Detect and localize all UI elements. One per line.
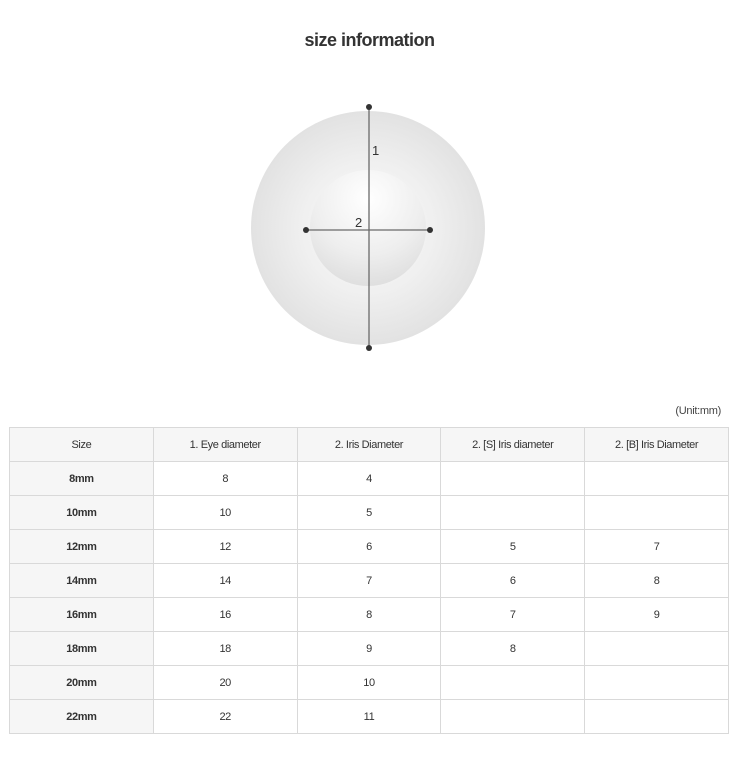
iris-diameter-cell: 4	[297, 462, 441, 496]
header-size: Size	[10, 428, 154, 462]
b-iris-diameter-cell: 8	[585, 564, 729, 598]
eye-diameter-cell: 14	[153, 564, 297, 598]
eye-diameter-cell: 18	[153, 632, 297, 666]
eye-diameter-cell: 8	[153, 462, 297, 496]
table-row	[10, 496, 729, 530]
s-iris-diameter-cell	[441, 700, 585, 734]
header-b-iris-diameter: 2. [B] Iris Diameter	[585, 428, 729, 462]
size-cell: 16mm	[10, 598, 154, 632]
iris-diameter-cell: 10	[297, 666, 441, 700]
table-row	[10, 666, 729, 700]
size-cell: 20mm	[10, 666, 154, 700]
iris-diameter-cell: 8	[297, 598, 441, 632]
iris-diameter-cell: 7	[297, 564, 441, 598]
table-row	[10, 632, 729, 666]
iris-diameter-cell: 11	[297, 700, 441, 734]
size-table	[9, 427, 729, 734]
size-cell: 10mm	[10, 496, 154, 530]
size-cell: 8mm	[10, 462, 154, 496]
eye-diameter-cell: 12	[153, 530, 297, 564]
s-iris-diameter-cell	[441, 462, 585, 496]
s-iris-diameter-cell	[441, 496, 585, 530]
s-iris-diameter-cell: 5	[441, 530, 585, 564]
header-eye-diameter: 1. Eye diameter	[153, 428, 297, 462]
table-row	[10, 700, 729, 734]
eye-diameter-cell: 10	[153, 496, 297, 530]
iris-right-dot	[427, 227, 433, 233]
iris-diameter-label: 2	[355, 215, 363, 230]
iris-diameter-cell: 5	[297, 496, 441, 530]
eye-diameter-cell: 22	[153, 700, 297, 734]
table-row	[10, 462, 729, 496]
s-iris-diameter-cell	[441, 666, 585, 700]
iris-inner-circle	[310, 170, 426, 286]
eye-diameter-label: 1	[372, 143, 380, 158]
page-title: size information	[304, 30, 435, 50]
size-cell: 14mm	[10, 564, 154, 598]
b-iris-diameter-cell	[585, 700, 729, 734]
s-iris-diameter-cell: 7	[441, 598, 585, 632]
size-cell: 12mm	[10, 530, 154, 564]
header-s-iris-diameter: 2. [S] Iris diameter	[441, 428, 585, 462]
eye-top-dot	[366, 104, 372, 110]
iris-left-dot	[303, 227, 309, 233]
b-iris-diameter-cell: 9	[585, 598, 729, 632]
unit-note: (Unit:mm)	[675, 405, 721, 417]
b-iris-diameter-cell	[585, 462, 729, 496]
header-iris-diameter: 2. Iris Diameter	[297, 428, 441, 462]
size-cell: 18mm	[10, 632, 154, 666]
table-row	[10, 564, 729, 598]
b-iris-diameter-cell: 7	[585, 530, 729, 564]
eye-diameter-cell: 16	[153, 598, 297, 632]
iris-diameter-cell: 9	[297, 632, 441, 666]
table-row	[10, 530, 729, 564]
eye-diameter-cell: 20	[153, 666, 297, 700]
table-header-row	[10, 428, 729, 462]
s-iris-diameter-cell: 8	[441, 632, 585, 666]
s-iris-diameter-cell: 6	[441, 564, 585, 598]
eye-bottom-dot	[366, 345, 372, 351]
b-iris-diameter-cell	[585, 632, 729, 666]
table-row	[10, 598, 729, 632]
iris-diameter-cell: 6	[297, 530, 441, 564]
b-iris-diameter-cell	[585, 496, 729, 530]
b-iris-diameter-cell	[585, 666, 729, 700]
size-cell: 22mm	[10, 700, 154, 734]
